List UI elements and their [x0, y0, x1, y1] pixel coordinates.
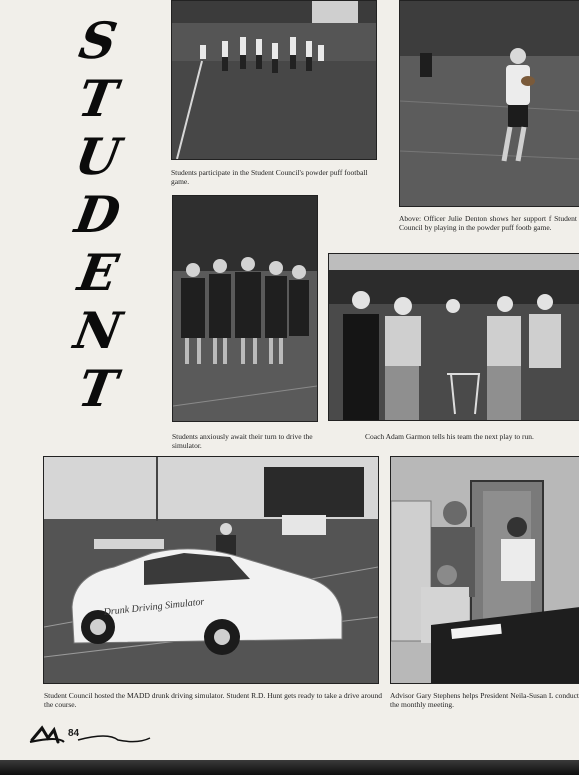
title-letter: E — [73, 243, 123, 302]
caption-madd-simulator: Student Council hosted the MADD drunk driving simulator. Student R.D. Hunt gets ready to take a drive around the course. — [44, 691, 382, 709]
photo-powder-puff-game — [171, 0, 377, 160]
caption-julie-denton: Above: Officer Julie Denton shows her support f Student Council by playing in the powder puff footb game. — [399, 214, 577, 232]
section-title — [58, 12, 138, 418]
page-bottom-band — [0, 760, 579, 775]
photo-advisor-meeting — [390, 456, 579, 684]
title-letter: T — [74, 69, 122, 128]
title-letter: S — [74, 11, 122, 70]
caption-powder-puff: Students participate in the Student Council's powder puff football game. — [171, 168, 368, 186]
photo-julie-denton — [399, 0, 579, 207]
car-simulator-text: Drunk Driving Simulator — [103, 596, 205, 618]
page-folio — [28, 722, 158, 748]
title-letter: T — [74, 359, 122, 418]
caption-advisor-meeting: Advisor Gary Stephens helps President Neila-Susan L conduct the monthly meeting. — [390, 691, 579, 709]
title-letter: D — [71, 185, 125, 244]
caption-coach-garmon: Coach Adam Garmon tells his team the next play to run. — [365, 432, 534, 441]
title-letter: N — [70, 301, 127, 360]
photo-madd-simulator — [43, 456, 379, 684]
page-number: 84 — [68, 728, 80, 739]
photo-students-waiting — [172, 195, 318, 422]
photo-coach-garmon — [328, 253, 579, 421]
title-letter: U — [71, 127, 126, 186]
caption-students-waiting: Students anxiously await their turn to drive the simulator. — [172, 432, 313, 450]
